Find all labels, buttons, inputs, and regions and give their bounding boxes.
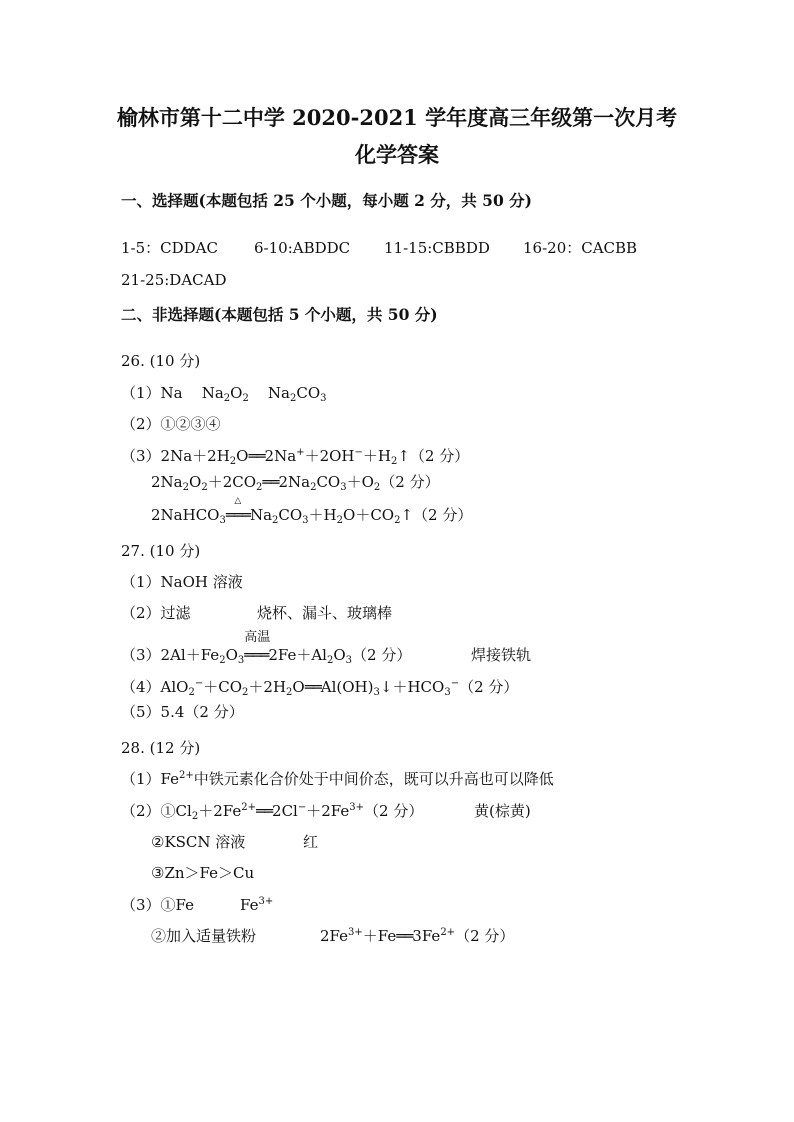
q26-answer-2: （2）①②③④ [121,415,221,433]
q28-answer-2-color: 黄(棕黄) [474,802,531,820]
q27-answer-2: （2）过滤 [121,604,191,622]
answer-group-5: 21-25:DACAD [121,271,227,289]
q26-answer-3-eq2: $2Na_2O_2+2CO_2══2Na_2CO_3+O_2(2$ 分） [151,473,440,493]
q28-answer-1: $(1)Fe^{2+}$中铁元素化合价处于中间价态，既可以升高也可以降低 [121,770,554,788]
part1-heading: 一、选择题(本题包括 25 个小题，每小题 2 分，共 50 分) [121,191,532,210]
q27-header: 27. (10 分) [121,542,201,560]
title-line-1: 榆林市第十二中学 2020-2021 学年度高三年级第一次月考 [116,105,678,130]
q28-answer-3-ion: $Fe^{3+}$ [240,896,274,914]
q27-answer-4: $(4)AlO_2^-+CO_2+2H_2O══Al(OH)_3↓+HCO_3^-(2$ 分） [121,678,519,698]
q27-answer-3-use: 焊接铁轨 [471,646,532,664]
q28-answer-2-reagent: ②KSCN 溶液 [151,833,246,851]
q27-answer-1: （1）NaOH 溶液 [121,573,243,591]
answer-group-2: 6-10:ABDDC [254,239,351,257]
answer-group-4: 16-20：CACBB [523,239,638,257]
q28-answer-3-method: ②加入适量铁粉 [151,927,257,945]
title-line-2: 化学答案 [355,142,439,167]
answer-group-3: 11-15:CBBDD [384,239,490,257]
q27-answer-5: （5）5.4（2 分） [121,703,244,721]
q28-answer-2-order: ③Zn＞Fe＞Cu [151,864,255,882]
q28-header: 28. (12 分) [121,739,201,757]
q28-answer-2-eq: $(2)①Cl_2+2Fe^{2+}══2Cl^-+2Fe^{3+}(2$ 分） [121,802,424,822]
q26-answer-3-eq3: 2NaHCO$_3$ △ $═══Na_2CO_3+H_2O+CO_2↑(2$ 分） [151,496,473,526]
q26-header: 26. (10 分) [121,352,201,370]
q27-answer-3: $(3)2Al+Fe_2O_3$ 高温 $═══2Fe+Al_2O_3(2$ 分） [121,630,412,666]
q28-answer-2-reagent-color: 红 [303,833,319,851]
q26-answer-1: （1）Na $Na_2O_2$ $Na_2CO_3$ [121,384,327,404]
q26-answer-3-eq1: $(3)2Na+2H_2O══2Na^++2OH^-+H_2↑(2$ 分） [121,447,470,467]
q28-answer-3-species: （3）①Fe [121,896,195,914]
q27-answer-2-apparatus: 烧杯、漏斗、玻璃棒 [257,604,393,622]
answer-group-1: 1-5：CDDAC [121,239,218,257]
heat-condition-icon: △ [234,496,242,506]
part2-heading: 二、非选择题(本题包括 5 个小题，共 50 分) [121,305,438,324]
high-temp-condition: 高温 [244,630,271,645]
q28-answer-3-eq: $2Fe^{3+}+Fe══3Fe^{2+}(2$ 分） [320,927,515,945]
